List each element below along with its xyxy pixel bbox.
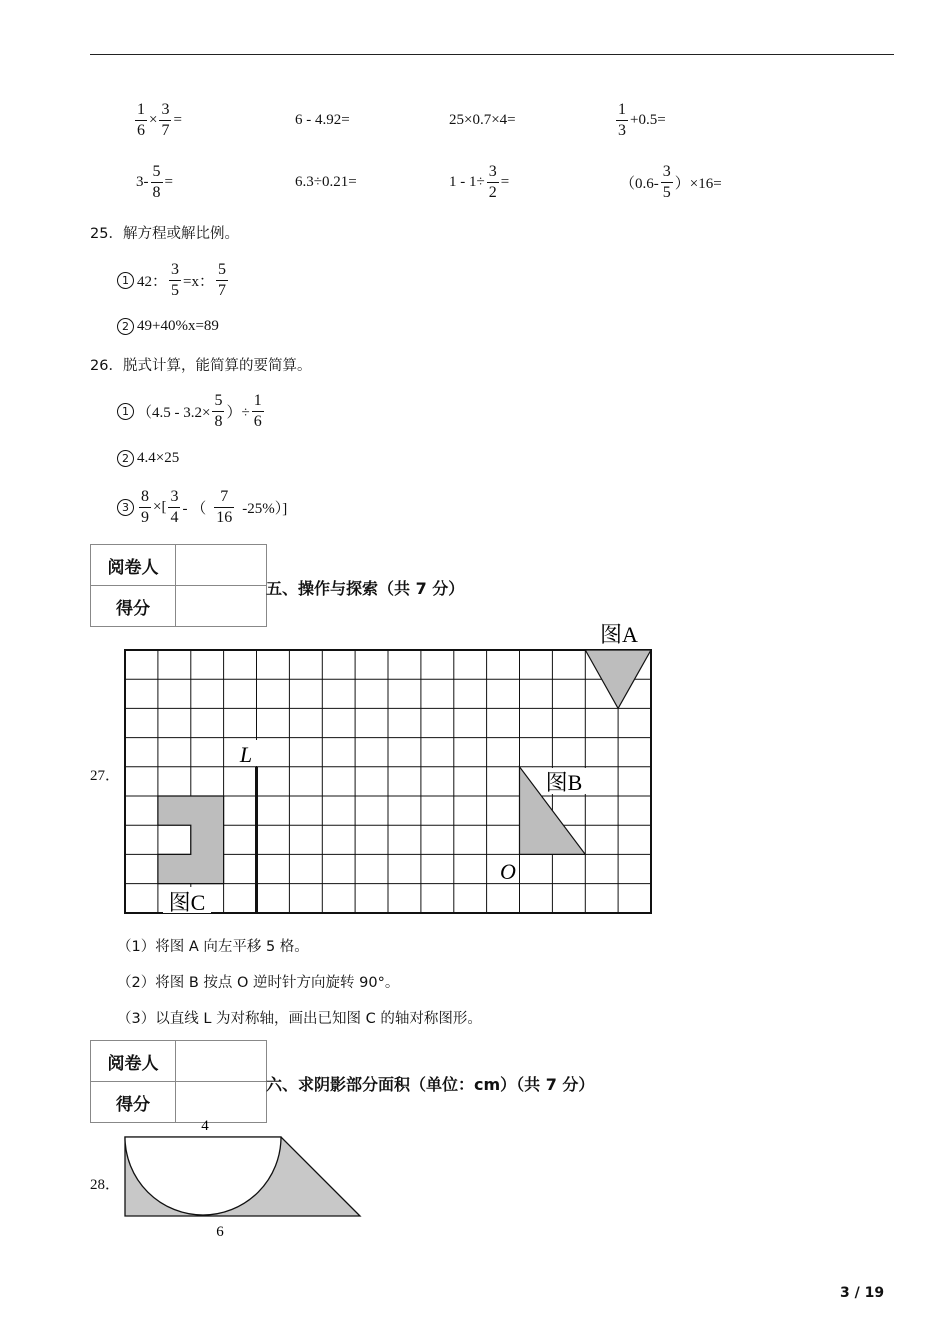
label-shape-b: 图B — [545, 770, 583, 795]
q27-number: 27． — [90, 768, 121, 784]
fraction — [135, 100, 147, 141]
denominator: 5 — [662, 183, 671, 201]
label-shape-c: 图C — [168, 890, 206, 915]
label-shape-a: 图A — [600, 622, 638, 647]
calc-2-3 — [449, 160, 509, 204]
expression: 4.4×25 — [137, 450, 180, 466]
expression-prefix: 3- — [136, 173, 149, 190]
q25-title: 25．解方程或解比例。 — [90, 226, 239, 242]
label-point-o: O — [500, 859, 516, 884]
numerator: 3 — [171, 260, 180, 278]
score-box-section-6 — [90, 1040, 267, 1123]
top-length-label: 4 — [201, 1118, 209, 1134]
equals: = — [164, 173, 173, 190]
calc-1-4 — [614, 98, 666, 142]
numerator: 3 — [662, 162, 671, 180]
q27-sub-1: （1）将图 A 向左平移 5 格。 — [117, 939, 309, 955]
operator: × — [149, 111, 158, 128]
score-label: 得分 — [91, 1082, 176, 1123]
expression-middle: - （ — [182, 500, 207, 517]
expression-rest: +0.5= — [630, 111, 666, 128]
expression-suffix: -25%）] — [242, 500, 288, 517]
denominator: 6 — [253, 412, 262, 430]
item-marker: 3 — [117, 499, 134, 516]
page-number: 3 / 19 — [840, 1285, 885, 1301]
score-box-section-5 — [90, 544, 267, 627]
calc-1-1 — [133, 98, 182, 142]
q28-trapezoid-figure — [110, 1112, 380, 1242]
numerator: 5 — [214, 391, 223, 409]
calc-2-4 — [620, 160, 722, 204]
q26-title: 26．脱式计算，能简算的要简算。 — [90, 358, 312, 374]
numerator: 8 — [141, 487, 149, 505]
reviewer-label: 阅卷人 — [91, 545, 176, 586]
section-6-title: 六、求阴影部分面积（单位：cm）（共 7 分） — [266, 1075, 595, 1094]
calc-2-2: 6.3÷0.21= — [295, 173, 357, 190]
denominator: 6 — [137, 121, 145, 139]
expression-middle: ×[ — [153, 498, 167, 515]
numerator: 3 — [161, 100, 170, 118]
equals: = — [173, 111, 182, 128]
q26-item-2 — [117, 450, 179, 467]
expression-prefix: 1 - 1÷ — [449, 173, 485, 190]
q25-item-1 — [117, 258, 230, 302]
calc-1-3: 25×0.7×4= — [449, 111, 516, 128]
label-axis-l: L — [239, 742, 253, 767]
denominator: 5 — [171, 281, 180, 299]
equation: 49+40%x=89 — [137, 318, 219, 334]
denominator: 9 — [141, 508, 149, 526]
q25-item-2 — [117, 318, 219, 335]
item-marker: 2 — [117, 318, 134, 335]
expression-prefix: （4.5 - 3.2× — [137, 404, 211, 421]
expression-prefix: 42： — [137, 273, 168, 290]
bottom-length-label: 6 — [216, 1224, 224, 1240]
numerator: 7 — [220, 487, 229, 505]
fraction — [168, 487, 180, 528]
numerator: 1 — [253, 391, 262, 409]
denominator: 8 — [152, 183, 161, 201]
q27-sub-2: （2）将图 B 按点 O 逆时针方向旋转 90°。 — [117, 975, 400, 991]
denominator: 2 — [488, 183, 497, 201]
shape-c — [158, 796, 224, 884]
item-marker: 1 — [117, 403, 134, 420]
calc-2-1 — [136, 160, 173, 204]
fraction — [487, 162, 499, 203]
expression-prefix: （0.6- — [620, 175, 659, 192]
fraction — [661, 162, 673, 203]
calc-1-2: 6 - 4.92= — [295, 111, 350, 128]
denominator: 7 — [217, 281, 226, 299]
reviewer-label: 阅卷人 — [91, 1041, 176, 1082]
fraction — [212, 391, 224, 432]
denominator: 4 — [170, 508, 179, 526]
q27-sub-3: （3）以直线 L 为对称轴，画出已知图 C 的轴对称图形。 — [117, 1011, 482, 1027]
fraction — [139, 487, 151, 528]
numerator: 1 — [137, 100, 145, 118]
score-label: 得分 — [91, 586, 176, 627]
fraction — [252, 391, 264, 432]
fraction — [216, 260, 228, 301]
item-marker: 2 — [117, 450, 134, 467]
denominator: 8 — [214, 412, 223, 430]
item-marker: 1 — [117, 272, 134, 289]
fraction — [159, 100, 171, 141]
denominator: 16 — [216, 508, 233, 526]
fraction — [616, 100, 628, 141]
reviewer-blank — [176, 1041, 267, 1082]
numerator: 5 — [217, 260, 226, 278]
fraction — [169, 260, 181, 301]
expression-suffix: ）×16= — [674, 175, 722, 192]
denominator: 3 — [618, 121, 626, 139]
numerator: 5 — [152, 162, 161, 180]
q28-number: 28． — [90, 1177, 121, 1193]
q27-grid-figure — [110, 618, 670, 922]
numerator: 3 — [488, 162, 497, 180]
equals: = — [500, 173, 510, 190]
q26-item-3 — [117, 485, 287, 529]
header-rule — [90, 54, 894, 55]
fraction — [151, 162, 163, 203]
section-5-title: 五、操作与探索（共 7 分） — [266, 579, 465, 598]
denominator: 7 — [161, 121, 170, 139]
numerator: 3 — [170, 487, 179, 505]
expression-middle: ）÷ — [226, 404, 250, 421]
reviewer-blank — [176, 545, 267, 586]
expression-middle: =x： — [183, 273, 214, 290]
numerator: 1 — [618, 100, 626, 118]
fraction — [214, 487, 234, 528]
q26-item-1 — [117, 389, 266, 433]
